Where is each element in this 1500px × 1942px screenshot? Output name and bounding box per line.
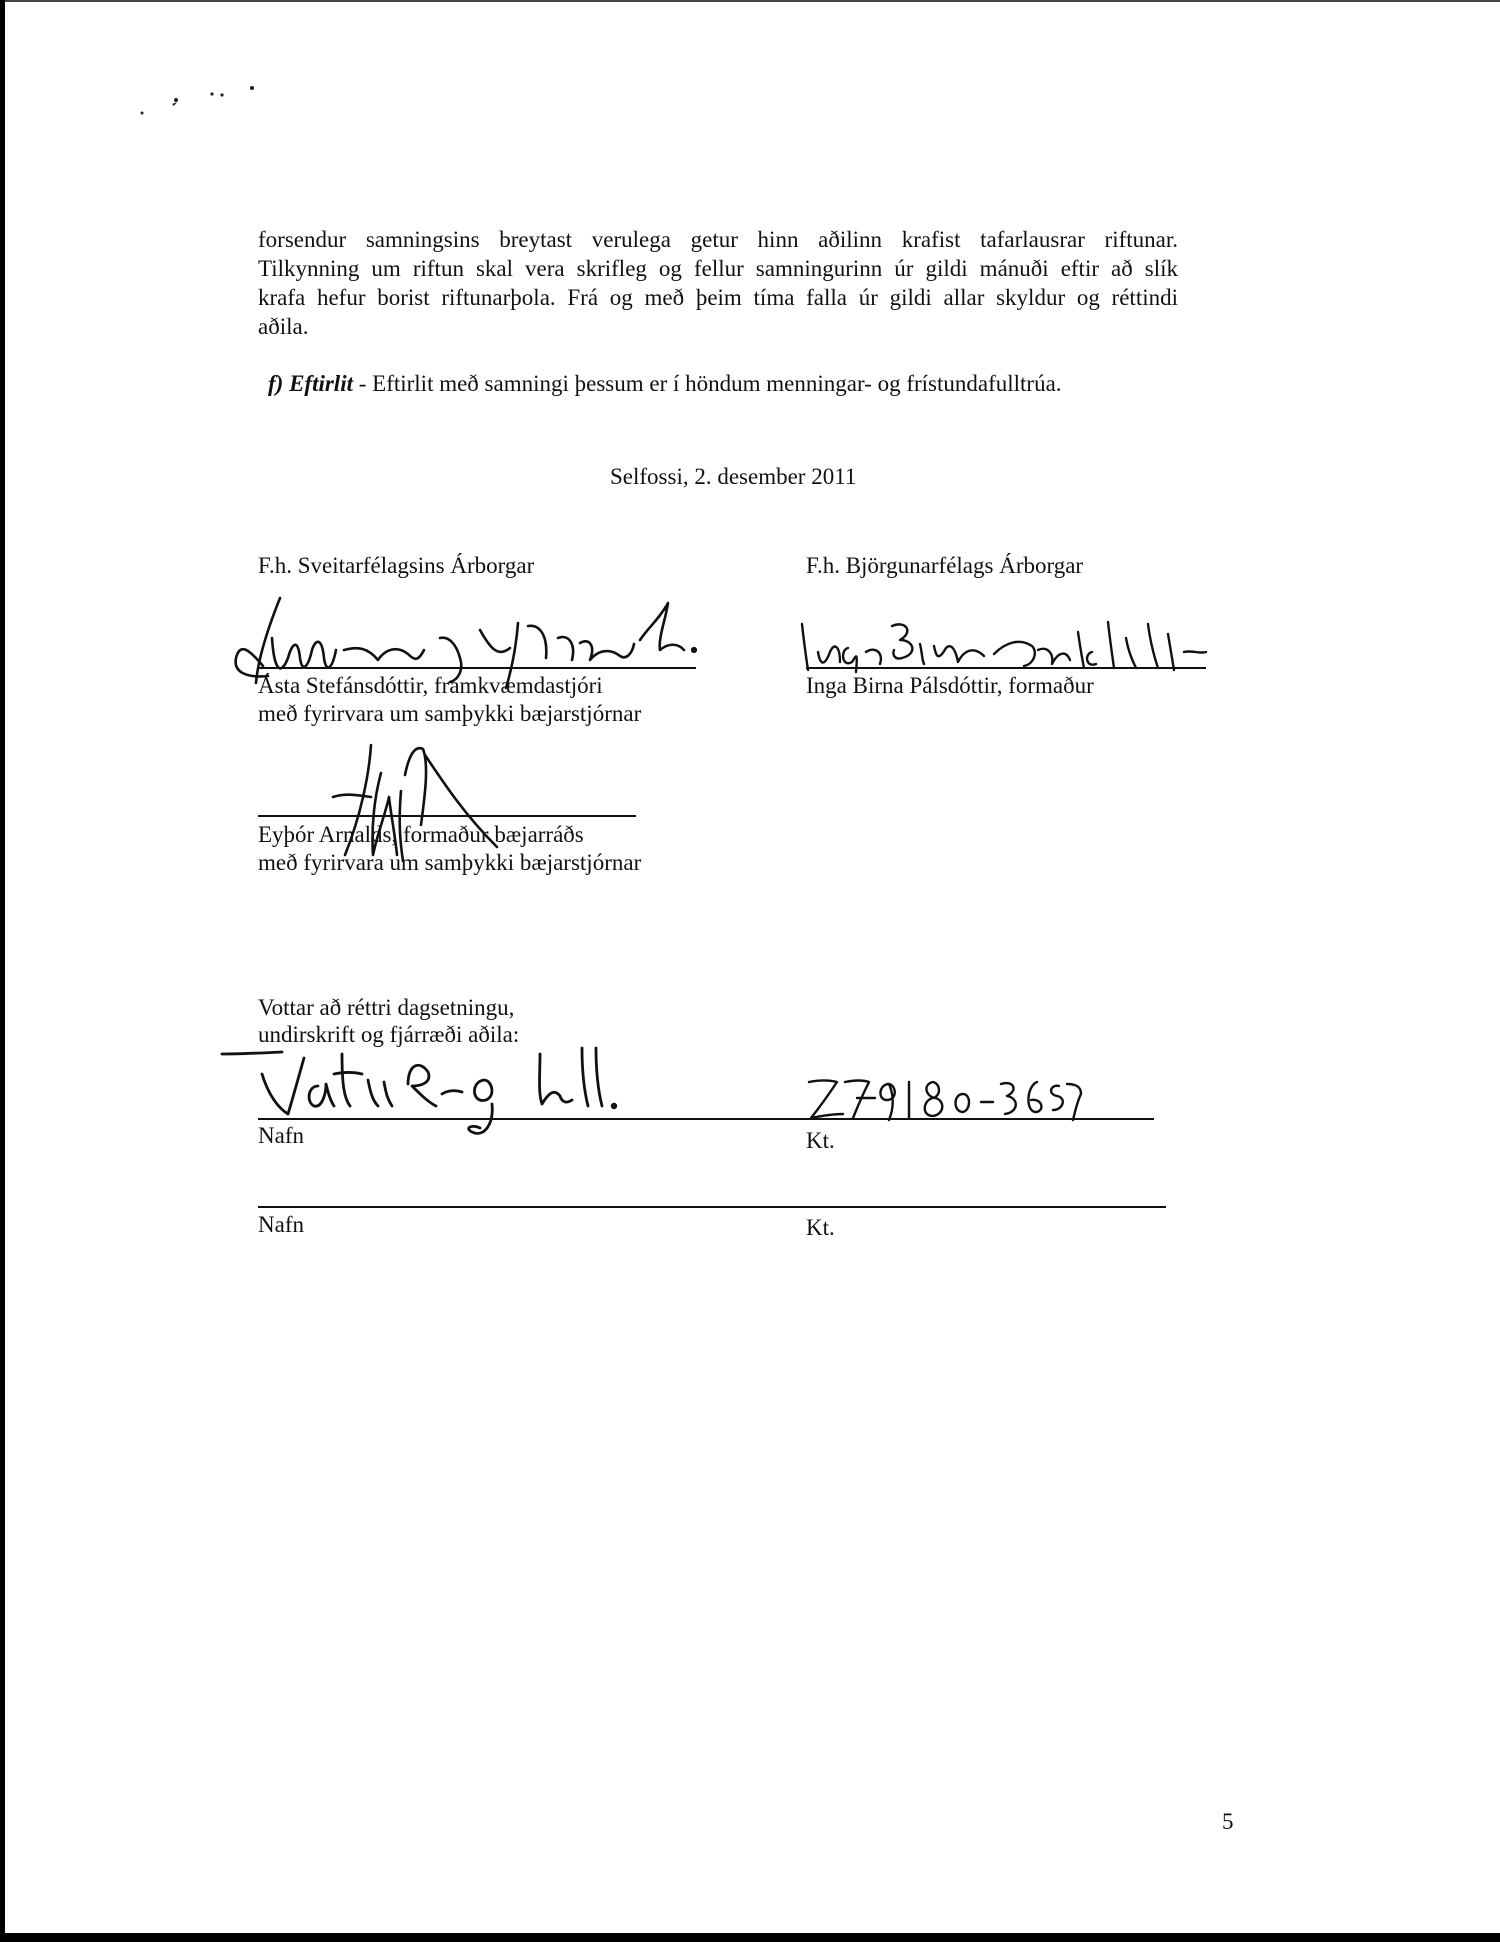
section-f-label: f) Eftirlit xyxy=(268,371,353,396)
witness-kt-label-2: Kt. xyxy=(806,1215,835,1240)
witness-kt-label-1: Kt. xyxy=(806,1128,835,1153)
body-line: Tilkynning um riftun skal vera skrifleg og fellur samningurinn úr gildi mánuði eftir að slík xyxy=(258,256,1178,281)
body-line: krafa hefur borist riftunarþola. Frá og með þeim tíma falla úr gildi allar skyldur og réttindi xyxy=(258,285,1178,310)
witness-kt-handwritten xyxy=(805,1070,1065,1135)
section-f-text: - Eftirlit með samningi þessum er í höndum menningar- og frístundafulltrúa. xyxy=(352,371,1062,396)
body-paragraph xyxy=(258,225,1178,341)
witness-heading-line2: undirskrift og fjárræði aðila: xyxy=(258,1022,520,1047)
witness-line-2 xyxy=(258,1206,1166,1208)
witness-heading-line1: Vottar að réttri dagsetningu, xyxy=(258,995,515,1020)
place-date: Selfossi, 2. desember 2011 xyxy=(610,464,857,489)
right-party-heading: F.h. Björgunarfélags Árborgar xyxy=(806,553,1084,578)
scan-border-top xyxy=(0,0,1500,2)
signer-inga-name: Inga Birna Pálsdóttir, formaður xyxy=(806,673,1094,698)
scan-border-bottom xyxy=(0,1933,1500,1942)
body-line: aðila. xyxy=(258,314,309,339)
section-f xyxy=(268,371,1062,397)
scan-border-left xyxy=(0,0,5,1942)
body-line: forsendur samningsins breytast verulega getur hinn aðilinn krafist tafarlausrar riftunar. xyxy=(258,227,1178,252)
signer-asta-name: Ásta Stefánsdóttir, framkvæmdastjóri xyxy=(258,673,603,698)
left-party-heading: F.h. Sveitarfélagsins Árborgar xyxy=(258,553,535,578)
witness-name-label-1: Nafn xyxy=(258,1123,304,1148)
signer-asta-note: með fyrirvara um samþykki bæjarstjórnar xyxy=(258,701,642,726)
page-number: 5 xyxy=(1222,1809,1234,1834)
signer-eythor-name: Eyþór Arnalds, formaður bæjarráðs xyxy=(258,822,584,847)
scan-specks xyxy=(130,80,270,120)
signer-eythor-note: með fyrirvara um samþykki bæjarstjórnar xyxy=(258,850,642,875)
witness-name-label-2: Nafn xyxy=(258,1212,304,1237)
